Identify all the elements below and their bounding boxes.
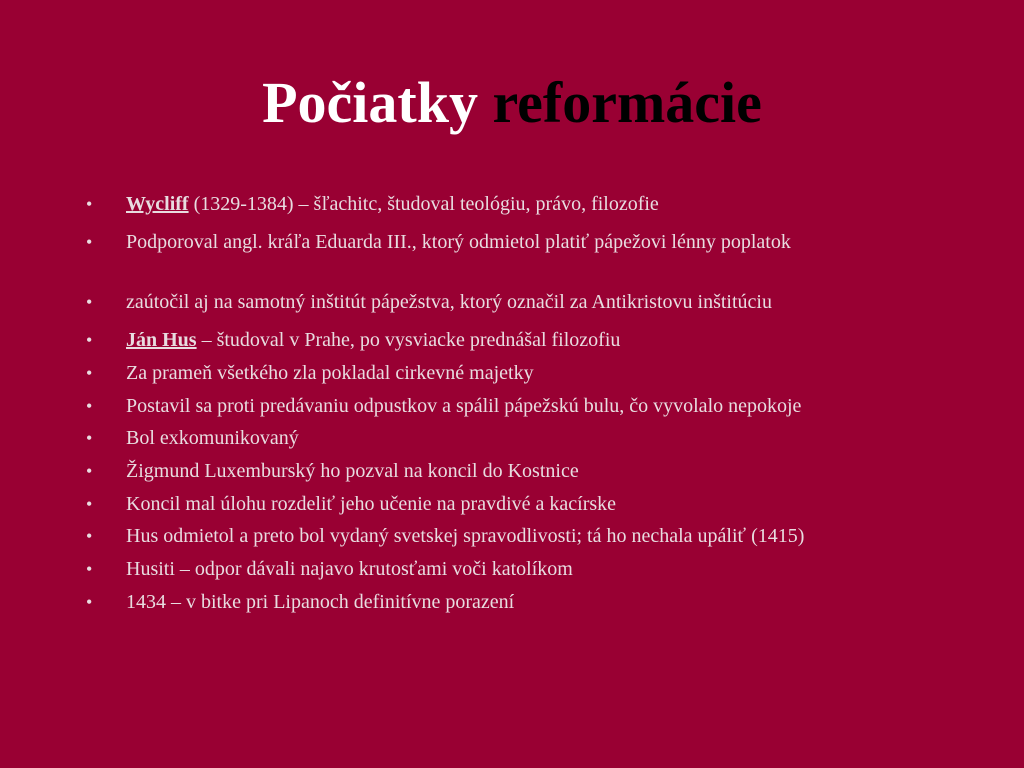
list-item-text: Hus odmietol a preto bol vydaný svetskej spravodlivosti; tá ho nechala upáliť (1415) [126, 525, 805, 547]
bullet-icon: • [86, 363, 93, 383]
title-part-dark: reformácie [492, 70, 762, 135]
list-item [0, 489, 1000, 519]
bullet-icon: • [86, 194, 93, 214]
list-item [0, 325, 1000, 355]
bullet-icon: • [86, 428, 93, 448]
list-item [0, 189, 1000, 219]
person-name: Wycliff [126, 193, 189, 215]
list-item [0, 423, 1000, 453]
bullet-icon: • [86, 559, 93, 579]
list-item-text: Ján Hus – študoval v Prahe, po vysviacke prednášal filozofiu [126, 329, 621, 351]
list-item [0, 521, 1000, 551]
list-item-text: Wycliff (1329-1384) – šľachitc, študoval teológiu, právo, filozofie [126, 193, 659, 215]
list-item [0, 287, 1000, 317]
bullet-icon: • [86, 232, 93, 252]
bullet-icon: • [86, 330, 93, 350]
bullet-icon: • [86, 461, 93, 481]
bullet-icon: • [86, 526, 93, 546]
bullet-icon: • [86, 292, 93, 312]
bullet-icon: • [86, 592, 93, 612]
list-item [0, 391, 1000, 421]
list-item-text: Koncil mal úlohu rozdeliť jeho učenie na pravdivé a kacírske [126, 493, 617, 515]
list-item [0, 554, 1000, 584]
list-item [0, 456, 1000, 486]
list-item-text: zaútočil aj na samotný inštitút pápežstva, ktorý označil za Antikristovu inštitúciu [126, 291, 772, 313]
title-part-white: Počiatky [262, 70, 478, 135]
list-item-text: Bol exkomunikovaný [126, 427, 299, 449]
list-item [0, 227, 1000, 257]
list-item-text: Podporoval angl. kráľa Eduarda III., ktorý odmietol platiť pápežovi lénny poplatok [126, 231, 791, 253]
list-item-text: Postavil sa proti predávaniu odpustkov a spálil pápežskú bulu, čo vyvolalo nepokoje [126, 395, 802, 417]
list-item [0, 587, 1000, 617]
list-item-text: Žigmund Luxemburský ho pozval na koncil do Kostnice [126, 460, 579, 482]
list-item-text: Za prameň všetkého zla pokladal cirkevné majetky [126, 362, 534, 384]
list-item-text: Husiti – odpor dávali najavo krutosťami voči katolíkom [126, 558, 573, 580]
bullet-icon: • [86, 494, 93, 514]
person-name: Ján Hus [126, 329, 197, 351]
list-item [0, 358, 1000, 388]
bullet-icon: • [86, 396, 93, 416]
list-item-text: 1434 – v bitke pri Lipanoch definitívne porazení [126, 591, 515, 613]
